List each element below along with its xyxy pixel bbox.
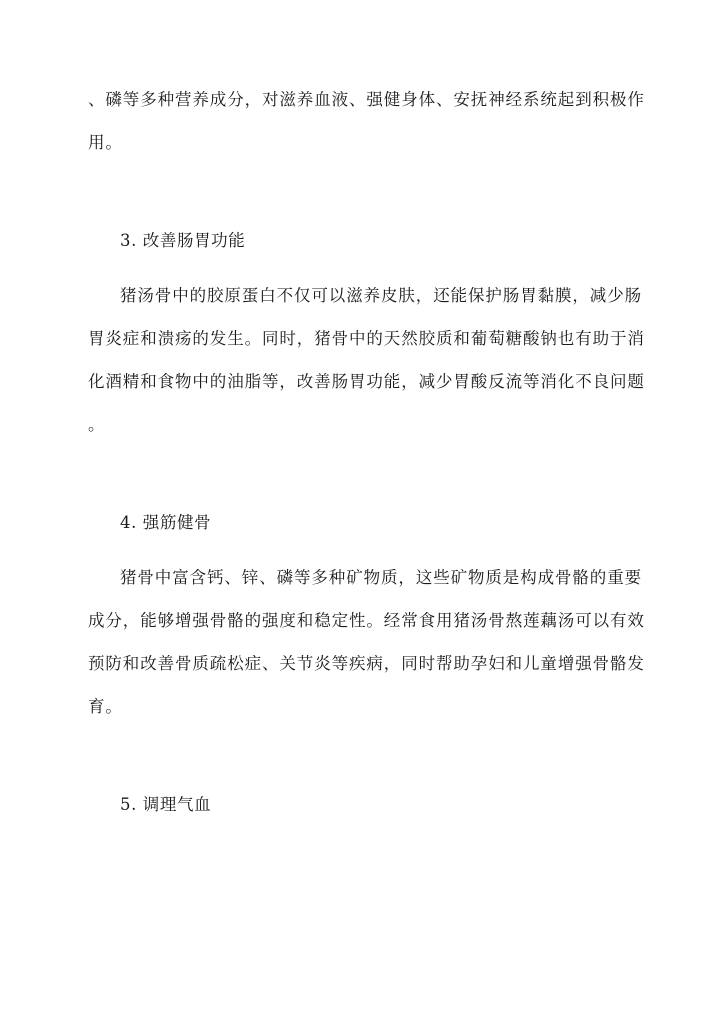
paragraph-line: 猪骨中富含钙、锌、磷等多种矿物质，这些矿物质是构成骨骼的重要 [120, 568, 642, 587]
paragraph-line: 预防和改善骨质疏松症、关节炎等疾病，同时帮助孕妇和儿童增强骨骼发 [88, 654, 645, 673]
paragraph-line: 成分，能够增强骨骼的强度和稳定性。经常食用猪汤骨熬莲藕汤可以有效 [88, 611, 645, 630]
paragraph-line: 胃炎症和溃疡的发生。同时，猪骨中的天然胶质和葡萄糖酸钠也有助于消 [88, 329, 645, 348]
section-heading: 5. 调理气血 [120, 795, 212, 814]
paragraph-line: 。 [88, 415, 106, 434]
section-heading: 3. 改善肠胃功能 [120, 231, 246, 250]
paragraph-line: 育。 [88, 697, 123, 716]
section-heading: 4. 强筋健骨 [120, 513, 212, 532]
paragraph-line: 用。 [88, 133, 123, 152]
paragraph-line: 化酒精和食物中的油脂等，改善肠胃功能，减少胃酸反流等消化不良问题 [88, 372, 645, 391]
paragraph-line: 、磷等多种营养成分，对滋养血液、强健身体、安抚神经系统起到积极作 [88, 90, 645, 109]
paragraph-line: 猪汤骨中的胶原蛋白不仅可以滋养皮肤，还能保护肠胃黏膜，减少肠 [120, 286, 642, 305]
